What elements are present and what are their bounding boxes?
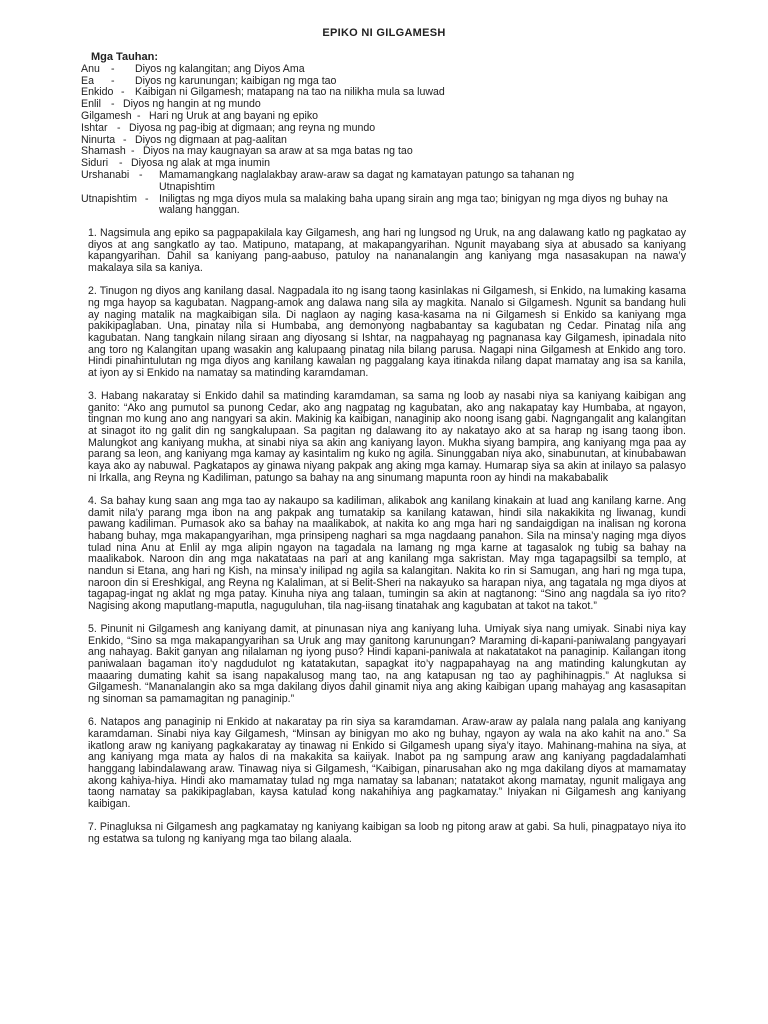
story-body [88,228,686,857]
character-description: Diyosa ng pag-ibig at digmaan; ang reyna ng mundo [129,121,376,134]
character-separator: - [111,62,115,75]
character-separator: - [145,192,149,205]
character-name: Enkido [81,86,114,99]
character-description: Mamamangkang naglalakbay araw-araw sa dagat ng kamatayan patungo sa tahanan ng Utnapishtim [159,168,575,193]
character-name: Shamash [81,145,126,158]
character-separator: - [137,109,141,122]
document-title: EPIKO NI GILGAMESH [322,27,446,39]
character-entry-gilgamesh [81,111,711,123]
character-name: Urshanabi [81,168,130,181]
character-description: Diyos ng karunungan; kaibigan ng mga tao [135,74,337,87]
paragraph-1: 1. Nagsimula ang epiko sa pagpapakilala kay Gilgamesh, ang hari ng lungsod ng Uruk, na ang dalawang katlo ng pagkatao ay diyos at ang sangkatlo ay tao. Matipuno, matapang, at makapangyarihan. Ngunit mayabang siya at abusado sa kaniyang kapangyarihan. Dahil sa kaniyang pang-aabuso, patuloy na nananalangin ang kaniyang mga nasasakupan na nawa’y makalaya sila sa kaniya. [88,227,686,274]
character-description: Diyos ng kalangitan; ang Diyos Ama [135,62,305,75]
paragraph-4: 4. Sa bahay kung saan ang mga tao ay nakaupo sa kadiliman, alikabok ang kanilang kinakain at luad ang kanilang karne. Ang damit nila’y parang mga ibon na ang pakpak ang tumatakip sa kanilang katawan, hindi sila nakakikita ng liwanag, kundi pawang kadiliman. Pumasok ako sa bahay na maalikabok, at nakita ko ang mga hari ng sandaigdigan na inalisan ng korona habang buhay, mga makapangyarihan, mga prinsipeng naghari sa mga nagdaang panahon. Sila na minsa’y naging mga diyos tulad nina Anu at Enlil ay mga alipin ngayon na tagadala na lamang ng mga karne at tagasalok ng tubig sa bahay na maalikabok. Naroon din ang mga nakatataas na pari at ang kanilang mga sakristan. May mga tagapagsilbi sa templo, at nandun si Etana, ang hari ng Kish, na minsa’y inilipad ng agila sa kalangitan. Nakita ko rin si Samugan, ang hari ng mga tupa, naroon din si Ereshkigal, ang Reyna ng Kalaliman, at si Belit-Sheri na nakayuko sa harapan niya, ang tagatala ng mga diyos at tagapag-ingat ng aklat ng mga patay. Kinuha niya ang talaan, tumingin sa akin at nagtanong: “Sino ang nagdala sa iyo rito? Nagising akong maputlang-maputla, naguguluhan, tila nag-iisang tinatahak ang kagubatan at takot na takot.” [88,494,686,612]
paragraph-3: 3. Habang nakaratay si Enkido dahil sa matinding karamdaman, sa sama ng loob ay nasabi niya sa kaniyang kaibigan ang ganito: “Ako ang pumutol sa punong Cedar, ako ang nagpatag ng kagubatan, ako ang nakapatay kay Humbaba, at ngayon, tingnan mo kung ano ang nangyari sa akin. Makinig ka kaibigan, nanaginip ako noong isang gabi. Nagngangalit ang kalangitan at sinagot ito ng galit din ng sangkalupaan. Sa pagitan ng dalawang ito ay nakatayo ako at sa harap ng isang taong ibon. Malungkot ang kaniyang mukha, at sinabi niya sa akin ang kaniyang layon. Mukha siyang bampira, ang kaniyang mga paa ay parang sa leon, ang kaniyang mga kamay ay kasintalim ng kuko ng agila. Sinunggaban niya ako, sinabunutan, at kinubabawan kaya ako ay nabuwal. Pagkatapos ay ginawa niyang pakpak ang aking mga kamay. Humarap siya sa akin at inilayo sa palasyo ni Irkalla, ang Reyna ng Kadiliman, patungo sa bahay na ang sinumang mapunta roon ay hindi na makababalik [88,390,686,484]
paragraph-5: 5. Pinunit ni Gilgamesh ang kaniyang damit, at pinunasan niya ang kaniyang luha. Umiyak siya nang umiyak. Sinabi niya kay Enkido, “Sino sa mga makapangyarihan sa Uruk ang may ganitong karunungan? Maraming di-kapani-paniwalang pangyayari ang nahayag. Bakit ganyan ang nilalaman ng iyong puso? Hindi kapani-paniwala at nakatatakot na panaginip. Kailangan itong paniwalaan bagaman ito’y nagdudulot ng katatakutan, sapagkat ito’y nagpapahayag na ang matinding kalungkutan ay maaaring dumating kahit sa isang napakalusog mang tao, na ang katapusan ng tao ay paghihinagpis.” At nagluksa si Gilgamesh. “Mananalangin ako sa mga dakilang diyos dahil ginamit niya ang aking kaibigan upang mahayag ang kasasapitan ng sinoman sa pamamagitan ng panaginip.” [88,623,686,705]
characters-heading: Mga Tauhan: [91,51,159,63]
character-separator: - [119,157,123,170]
character-separator: - [123,133,127,146]
character-separator: - [111,98,115,111]
character-separator: - [117,121,121,134]
character-name: Gilgamesh [81,109,132,122]
character-entry-utnapishtim [81,194,711,218]
character-name: Enlil [81,98,102,111]
character-description: Diyos ng digmaan at pag-aalitan [135,133,287,146]
character-name: Ninurta [81,133,116,146]
paragraph-2: 2. Tinugon ng diyos ang kanilang dasal. Nagpadala ito ng isang taong kasinlakas ni Gilgamesh, si Enkido, na lumaking kasama ng mga hayop sa kagubatan. Nagpang-amok ang dalawa nang sila ay magkita. Nanalo si Gilgamesh. Ngunit sa bandang huli ay naging matalik na magkaibigan sila. Di naglaon ay naging kasa-kasama na ni Gilgamesh si Enkido sa kaniyang mga pakikipaglaban. Una, pinatay nila si Humbaba, ang demonyong nagbabantay sa kagubatan ng Cedar. Pinatag nila ang kagubatan. Nang tangkain nilang siraan ang diyosang si Ishtar, na nagpahayag ng pagnanasa kay Gilgamesh, ipinadala nito ang toro ng Kalangitan upang wasakin ang kalupaang pinatag nila bilang parusa. Nagapi nina Gilgamesh at Enkido ang toro. Hindi pinahintulutan ng mga diyos ang kanilang kawalan ng paggalang kaya itinakda nilang dapat mamatay ang isa sa kanila, at iyon ay si Enkido na namatay sa matinding karamdaman. [88,285,686,379]
character-name: Ishtar [81,121,108,134]
character-description: Diyos ng hangin at ng mundo [123,98,261,111]
character-description: Iniligtas ng mga diyos mula sa malaking baha upang sirain ang mga tao; binigyan ng mga diyos ng buhay na walang hanggan. [159,192,668,217]
character-separator: - [121,86,125,99]
character-separator: - [131,145,135,158]
character-separator: - [111,74,115,87]
character-separator: - [139,168,143,181]
paragraph-7: 7. Pinagluksa ni Gilgamesh ang pagkamatay ng kaniyang kaibigan sa loob ng pitong araw at gabi. Sa huli, pinagpatayo niya ito ng estatwa sa tulong ng kaniyang mga tao bilang alaala. [88,821,686,845]
character-name: Anu [81,62,100,75]
character-entry-anu [81,64,711,76]
characters-section [81,52,711,217]
character-entry-urshanabi [81,170,711,194]
paragraph-6: 6. Natapos ang panaginip ni Enkido at nakaratay pa rin siya sa karamdaman. Araw-araw ay palala nang palala ang kaniyang karamdaman. Sinabi niya kay Gilgamesh, “Minsan ay binigyan mo ako ng buhay, ngayon ay wala na ako kahit na ano.” Sa ikatlong araw ng kaniyang pagkakaratay ay tinawag ni Enkido si Gilgamesh upang siya’y itayo. Mahinang-mahina na siya, at ang kaniyang mga mata ay halos di na makakita sa kaiiyak. Inabot pa ng sampung araw ang kaniyang pagdadalamhati hanggang labindalawang araw. Tinawag niya si Gilgamesh, “Kaibigan, pinarusahan ako ng mga dakilang diyos at mamamatay akong kahiya-hiya. Hindi ako mamamatay tulad ng mga namatay sa labanan; natatakot akong mamatay, ngunit maligaya ang taong namatay sa pakikipaglaban, kaysa katulad kong nakahihiya ang pagkamatay.” Iniyakan ni Gilgamesh ang kaniyang kaibigan. [88,716,686,810]
character-name: Utnapishtim [81,192,137,205]
character-description: Diyos na may kaugnayan sa araw at sa mga batas ng tao [143,145,413,158]
character-name: Siduri [81,157,109,170]
character-description: Diyosa ng alak at mga inumin [131,157,270,170]
character-entry-ishtar [81,123,711,135]
character-description: Hari ng Uruk at ang bayani ng epiko [149,109,319,122]
character-description: Kaibigan ni Gilgamesh; matapang na tao na nilikha mula sa luwad [135,86,445,99]
character-name: Ea [81,74,94,87]
